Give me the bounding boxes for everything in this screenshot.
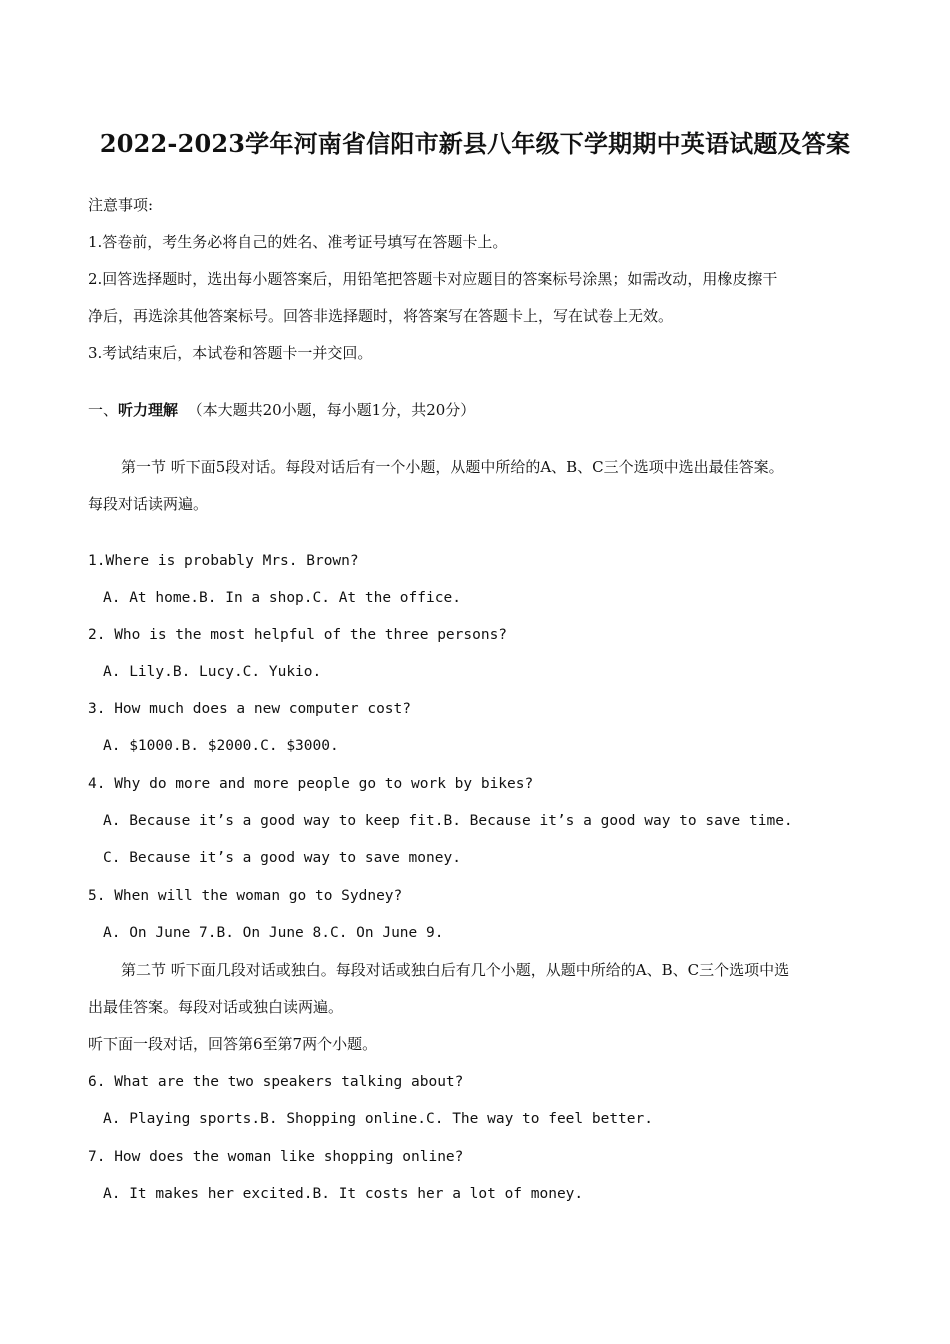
part1-instruction: 第一节 听下面5段对话。每段对话后有一个小题，从题中所给的A、B、C三个选项中选出最佳答案。 (121, 458, 784, 476)
question: 3. How much does a new computer cost? (88, 701, 412, 717)
question-options: A. It makes her excited.B. It costs her a lot of money. (103, 1186, 584, 1202)
section-heading (88, 400, 475, 420)
question: 2. Who is the most helpful of the three persons? (88, 627, 508, 643)
question: 4. Why do more and more people go to work by bikes? (88, 776, 534, 792)
page-title: 2022-2023学年河南省信阳市新县八年级下学期期中英语试题及答案 (99, 129, 851, 158)
note-item: 1.答卷前，考生务必将自己的姓名、准考证号填写在答题卡上。 (88, 233, 508, 251)
question-options: A. $1000.B. $2000.C. $3000. (103, 738, 339, 754)
question: 6. What are the two speakers talking about? (88, 1074, 464, 1090)
question-options: C. Because it’s a good way to save money. (103, 850, 461, 866)
section-name: 听力理解 (118, 401, 179, 419)
question-options: A. Playing sports.B. Shopping online.C. The way to feel better. (103, 1111, 653, 1127)
section-prefix: 一、 (88, 401, 119, 419)
question: 5. When will the woman go to Sydney? (88, 888, 403, 904)
note-item: 3.考试结束后，本试卷和答题卡一并交回。 (88, 344, 373, 362)
part1-instruction-cont: 每段对话读两遍。 (88, 495, 209, 513)
question-options: A. Lily.B. Lucy.C. Yukio. (103, 664, 322, 680)
question-options: A. On June 7.B. On June 8.C. On June 9. (103, 925, 444, 941)
question: 1.Where is probably Mrs. Brown? (88, 553, 359, 569)
note-item: 2.回答选择题时，选出每小题答案后，用铅笔把答题卡对应题目的答案标号涂黑；如需改动，用橡皮擦干 (88, 270, 778, 288)
notes-heading: 注意事项: (88, 196, 154, 214)
section-desc: （本大题共20小题，每小题1分，共20分） (187, 401, 476, 419)
question-options: A. At home.B. In a shop.C. At the office. (103, 590, 461, 606)
part2-subinstruction: 听下面一段对话，回答第6至第7两个小题。 (88, 1035, 378, 1053)
question: 7. How does the woman like shopping online? (88, 1149, 464, 1165)
part2-instruction-cont: 出最佳答案。每段对话或独白读两遍。 (88, 998, 344, 1016)
question-options: A. Because it’s a good way to keep fit.B. Because it’s a good way to save time. (103, 813, 793, 829)
part2-instruction: 第二节 听下面几段对话或独白。每段对话或独白后有几个小题，从题中所给的A、B、C三个选项中选 (121, 961, 790, 979)
note-item: 净后，再选涂其他答案标号。回答非选择题时，将答案写在答题卡上，写在试卷上无效。 (88, 307, 674, 325)
